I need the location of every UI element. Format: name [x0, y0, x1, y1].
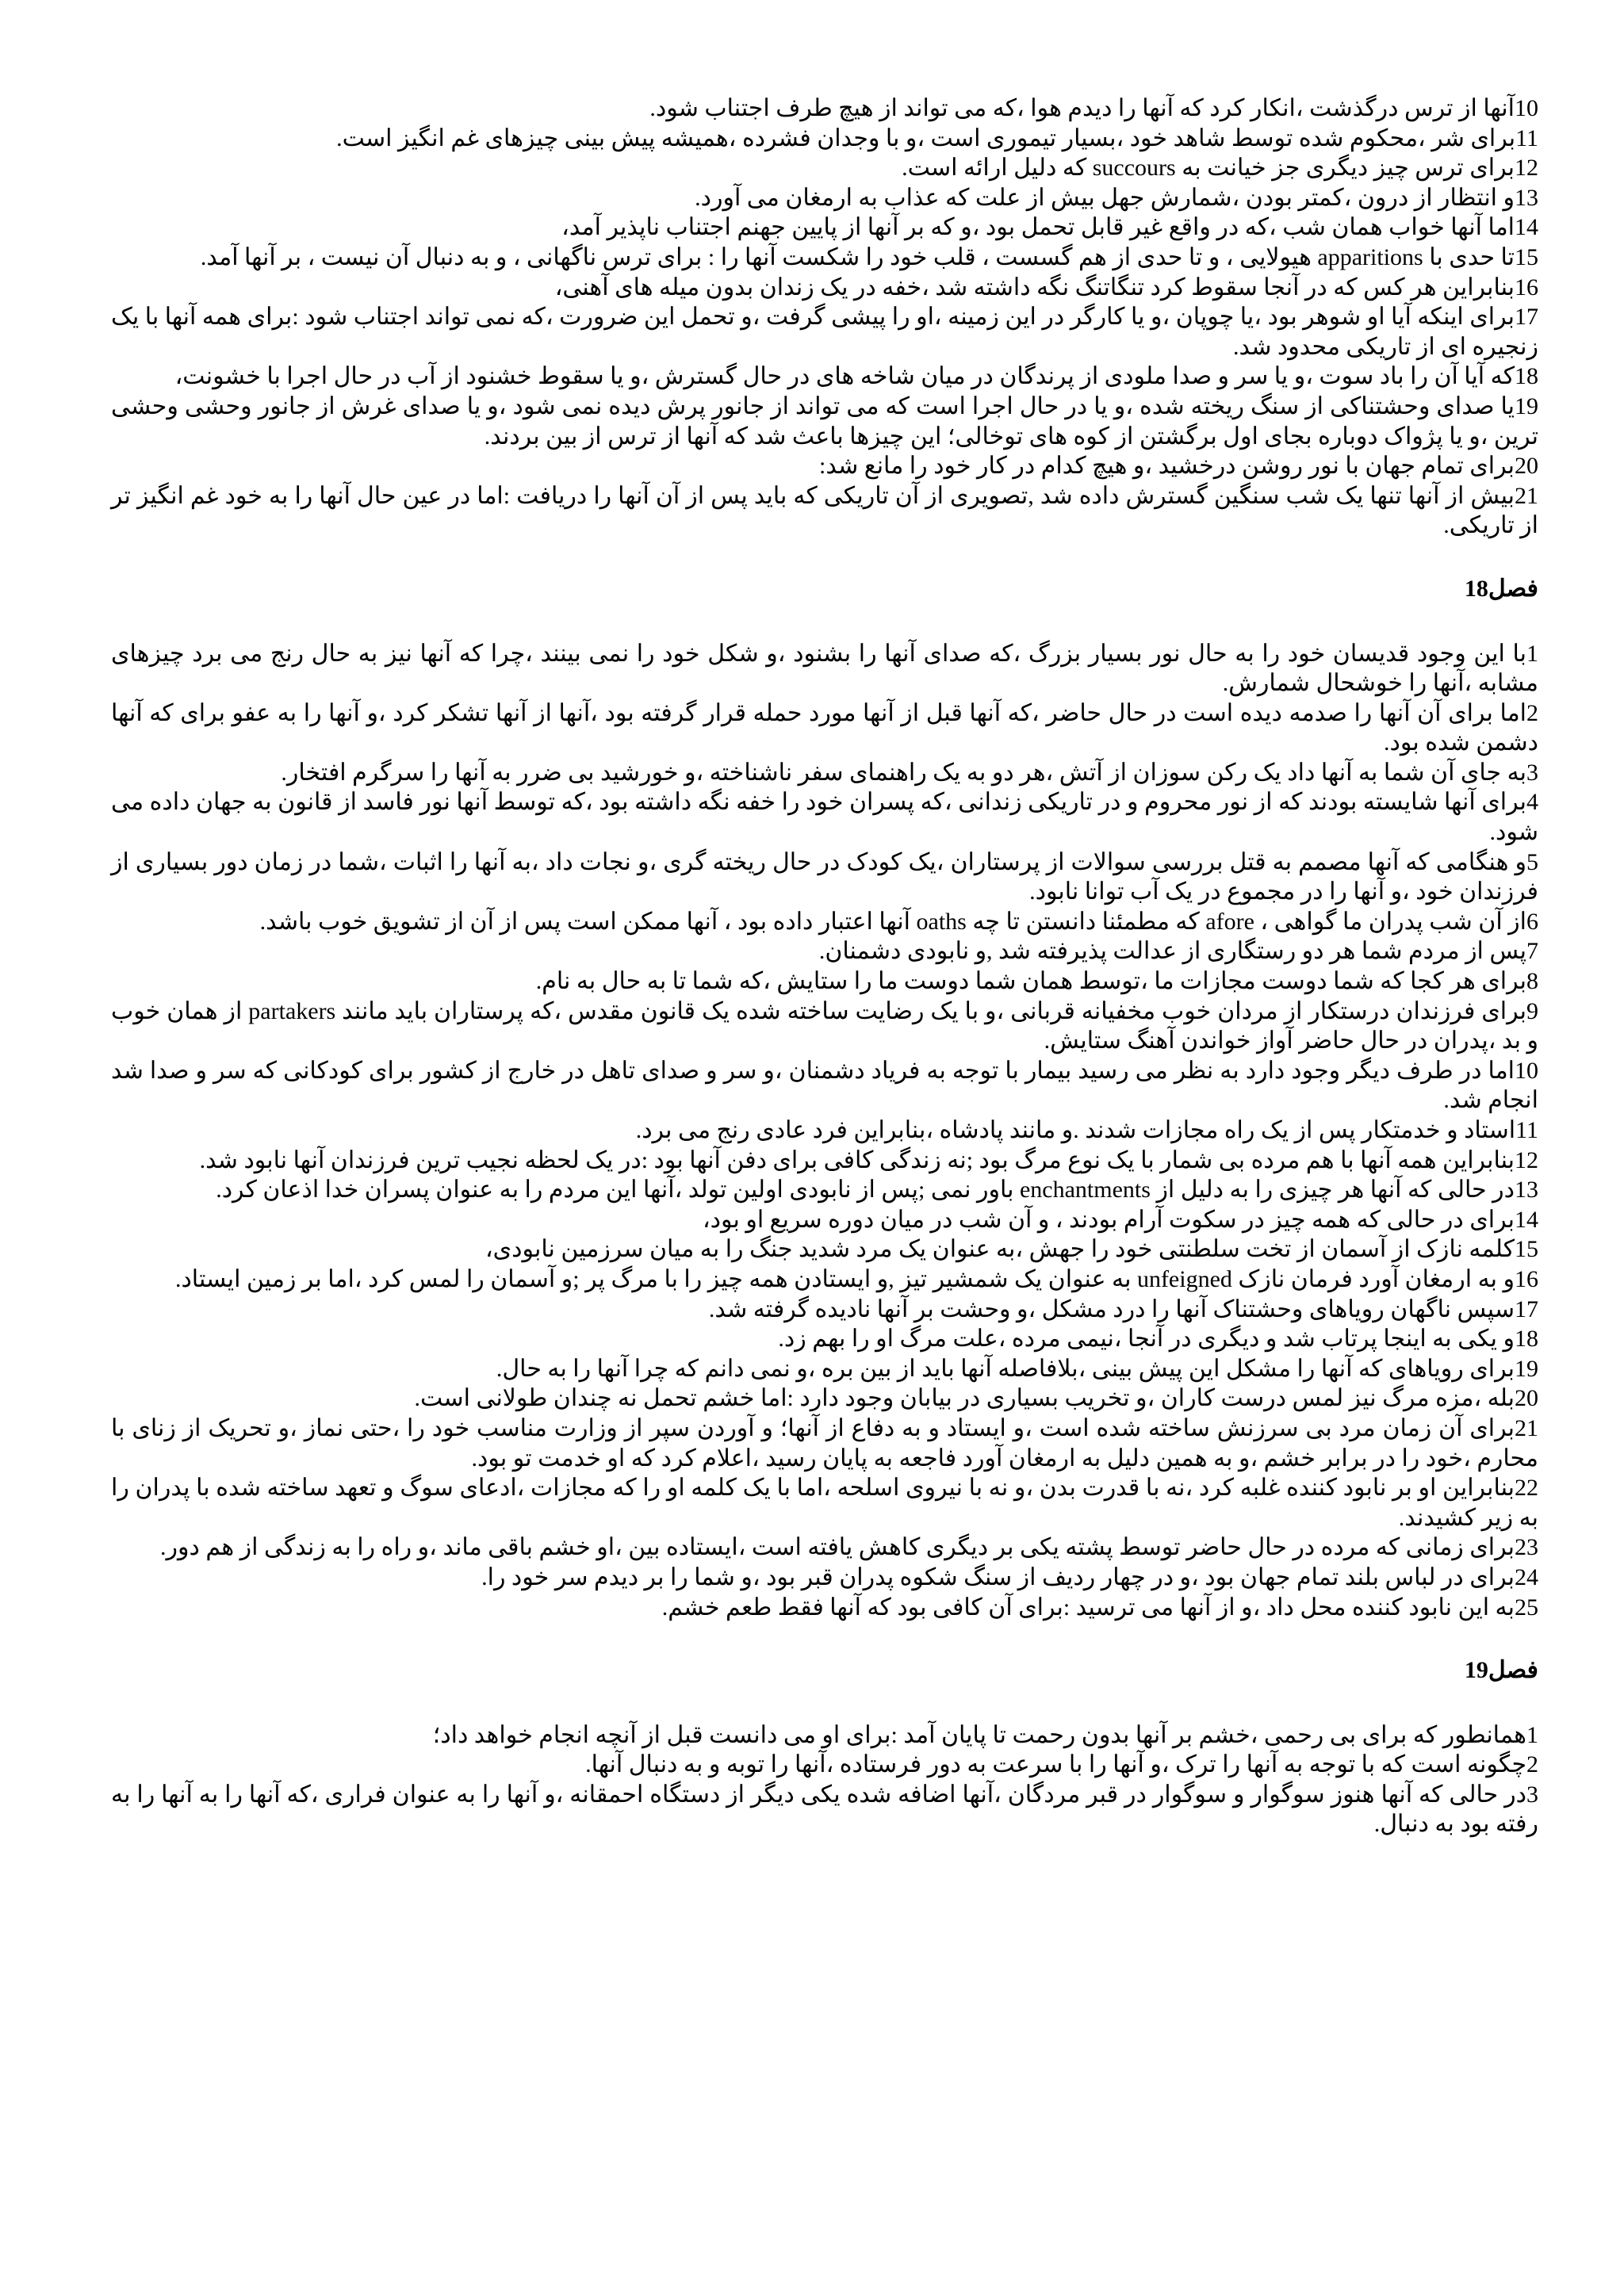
verse-text: و یکی به اینجا پرتاب شد و دیگری در آنجا ،نیمی مرده ،علت مرگ او را بهم زد.	[778, 1326, 1515, 1353]
verse-paragraph	[111, 124, 1538, 154]
verse-paragraph	[111, 1354, 1538, 1384]
verse-number: 18	[1515, 363, 1538, 390]
verse-number: 15	[1515, 1236, 1538, 1263]
verse-text: سپس ناگهان رویاهای وحشتناک آنها را درد مشکل ،و وحشت بر آنها نادیده گرفته شد.	[708, 1295, 1515, 1322]
chapter-label: فصل	[1488, 575, 1538, 602]
verse-paragraph	[111, 1473, 1538, 1533]
verse-text: برای فرزندان درستکار از مردان خوب مخفیانه قربانی ،و با یک رضایت ساخته شده یک قانون مقدس ،که پرستاران باید مانند partakers از همان خوب و بد ،پدران در حال حاضر آواز خواندن آهنگ ستایش.	[111, 997, 1538, 1054]
verse-number: 20	[1515, 453, 1538, 480]
verse-number: 25	[1515, 1594, 1538, 1621]
verse-paragraph	[111, 212, 1538, 243]
verse-number: 17	[1515, 1295, 1538, 1322]
verse-text: پس از مردم شما هر دو رستگاری از عدالت پذیرفته شد ,و نابودی دشمنان.	[818, 938, 1526, 965]
verse-paragraph	[111, 302, 1538, 362]
verse-paragraph	[111, 698, 1538, 758]
verse-text: تا حدی با apparitions هیولایی ، و تا حدی از هم گسست ، قلب خود را شکست آنها را : برای ترس ناگهانی ، و به دنبال آن نیست ، بر آنها آمد.	[200, 243, 1515, 270]
verse-text: که آیا آن را باد سوت ،و یا سر و صدا ملودی از پرندگان در میان شاخه های در حال گسترش ،و یا سقوط خشنود از آب در حال اجرا با خشونت،	[174, 363, 1515, 390]
verse-text: در حالی که آنها هنوز سوگوار و سوگوار در قبر مردگان ،آنها اضافه شده یکی دیگر از دستگاه احمقانه ،و آنها را به عنوان فراری ،که آنها را به آنها را به رفته بود به دنبال.	[111, 1781, 1538, 1838]
verse-number: 17	[1515, 304, 1538, 331]
verse-number: 7	[1526, 938, 1538, 965]
verse-text: برای آن زمان مرد بی سرزنش ساخته شده است ،و ایستاد و به دفاع از آنها؛ و آوردن سپر از وزارت مناسب خود را ،حتی نماز ،و تحریک از زنای با محارم ،خود را در برابر خشم ،و به همین دلیل به ارمغان آورد فاجعه به پایان رسید ،اعلام کرد که او خدمت تو بود.	[111, 1414, 1538, 1471]
verse-number: 16	[1515, 274, 1538, 300]
chapter-number: 18	[1464, 575, 1488, 602]
verse-paragraph	[111, 1324, 1538, 1354]
verse-text: اما آنها خواب همان شب ،که در واقع غیر قابل تحمل بود ،و که بر آنها از پایین جهنم اجتناب ناپذیر آمد،	[561, 214, 1515, 241]
verse-text: برای رویاهای که آنها را مشکل این پیش بینی ،بلافاصله آنها باید از بین بره ،و نمی دانم که چرا آنها را به حال.	[496, 1355, 1515, 1382]
verse-text: بنابراین همه آنها با هم مرده بی شمار با یک نوع مرگ بود ;نه زندگی کافی برای دفن آنها بود :در یک لحظه نجیب ترین فرزندان آنها نابود شد.	[199, 1146, 1515, 1173]
verse-text: برای آنها شایسته بودند که از نور محروم و در تاریکی زندانی ،که پسران خود را خفه نگه داشته بود ،که توسط آنها نور فاسد از قانون به جهان داده می شود.	[111, 789, 1538, 846]
verse-paragraph	[111, 787, 1538, 847]
verse-number: 2	[1526, 1751, 1538, 1778]
verse-number: 13	[1515, 184, 1538, 211]
verse-paragraph	[111, 392, 1538, 451]
verse-paragraph	[111, 758, 1538, 788]
verse-text: بله ،مزه مرگ نیز لمس درست کاران ،و تخریب بسیاری در بیابان وجود دارد :اما خشم تحمل نه چندان طولانی است.	[414, 1385, 1515, 1412]
verse-number: 19	[1515, 1355, 1538, 1382]
verse-paragraph	[111, 1175, 1538, 1205]
verse-paragraph	[111, 183, 1538, 213]
verse-number: 21	[1515, 482, 1538, 509]
verse-paragraph	[111, 362, 1538, 392]
verse-text: برای ترس چیز دیگری جز خیانت به succours که دلیل ارائه است.	[902, 155, 1515, 182]
verse-number: 11	[1515, 1117, 1538, 1143]
verse-text: در حالی که آنها هر چیزی را به دلیل از enchantments باور نمی ;پس از نابودی اولین تولد ،آنها این مردم را به عنوان پسران خدا اذعان کرد.	[216, 1177, 1515, 1203]
verse-number: 1	[1526, 1721, 1538, 1748]
verse-paragraph	[111, 1593, 1538, 1623]
verse-text: از آن شب پدران ما گواهی ، afore که مطمئنا دانستن تا چه oaths آنها اعتبار داده بود ، آنها ممکن است پس از آن از تشویق خوب باشد.	[259, 908, 1526, 935]
verse-text: همانطور که برای بی رحمی ،خشم بر آنها بدون رحمت تا پایان آمد :برای او می دانست قبل از آنچه انجام خواهد داد؛	[432, 1721, 1526, 1748]
verse-paragraph	[111, 848, 1538, 907]
verse-number: 20	[1515, 1385, 1538, 1412]
verse-text: یا صدای وحشتناکی از سنگ ریخته شده ،و یا در حال اجرا است که می تواند از جانور پرش دیده نمی شود ،و یا صدای غرش از جانور وحشی وحشی ترین ،و یا پژواک دوباره بجای اول برگشتن از کوه های توخالی؛ این چیزها باعث شد که آنها از ترس از بین بردند.	[111, 392, 1538, 450]
verse-text: بیش از آنها تنها یک شب سنگین گسترش داده شد ,تصویری از آن تاریکی که باید پس از آن آنها را دریافت :اما در عین حال آنها را به خود غم انگیز تر از تاریکی.	[111, 482, 1538, 539]
verse-number: 9	[1526, 997, 1538, 1024]
verse-number: 2	[1526, 699, 1538, 726]
verse-text: آنها از ترس درگذشت ،انکار کرد که آنها را دیدم هوا ،که می تواند از هیچ طرف اجتناب شود.	[649, 95, 1515, 121]
verse-number: 14	[1515, 214, 1538, 241]
verse-text: با این وجود قدیسان خود را به حال نور بسیار بزرگ ،که صدای آنها را بشنود ،و شکل خود را نمی بینند ،چرا که آنها نیز به حال رنج می برد چیزهای مشابه ،آنها را خوشحال شمارش.	[111, 640, 1538, 697]
verse-number: 24	[1515, 1563, 1538, 1590]
verse-number: 18	[1515, 1326, 1538, 1353]
verse-text: استاد و خدمتکار پس از یک راه مجازات شدند .و مانند پادشاه ،بنابراین فرد عادی رنج می برد.	[635, 1117, 1516, 1143]
verse-number: 13	[1515, 1177, 1538, 1203]
verse-paragraph	[111, 1750, 1538, 1780]
verse-paragraph	[111, 907, 1538, 937]
verse-number: 11	[1515, 124, 1538, 151]
verse-text: برای شر ،محکوم شده توسط شاهد خود ،بسیار تیموری است ،و با وجدان فشرده ،همیشه پیش بینی چیزهای غم انگیز است.	[336, 124, 1516, 151]
verse-number: 21	[1515, 1414, 1538, 1441]
verse-number: 5	[1526, 848, 1538, 875]
verse-text: و هنگامی که آنها مصمم به قتل بررسی سوالات از پرستاران ،یک کودک در حال ریخته گری ،و نجات داد ،به آنها را اثبات ،شما در زمان دور بسیاری از فرزندان خود ،و آنها را در مجموع در یک آب توانا نابود.	[111, 848, 1538, 905]
chapter-number: 19	[1464, 1657, 1488, 1684]
verse-number: 3	[1526, 1781, 1538, 1808]
verse-text: اما در طرف دیگر وجود دارد به نظر می رسید بیمار با توجه به فریاد دشمنان ،و سر و صدای تاهل در خارج از کشور برای کودکانی که سر و صدا شد انجام شد.	[111, 1057, 1538, 1114]
verse-text: و انتظار از درون ،کمتر بودن ،شمارش جهل بیش از علت که عذاب به ارمغان می آورد.	[695, 184, 1515, 211]
verse-text: به این نابود کننده محل داد ،و از آنها می ترسید :برای آن کافی بود که آنها فقط طعم خشم.	[661, 1594, 1515, 1621]
verse-text: برای اینکه آیا او شوهر بود ،یا چوپان ،و یا کارگر در این زمینه ،او را پیشی گرفت ،و تحمل این ضرورت ،که نمی تواند اجتناب شود :برای همه آنها با یک زنجیره ای از تاریکی محدود شد.	[111, 304, 1538, 360]
verse-text: برای هر کجا که شما دوست مجازات ما ،توسط همان شما دوست ما را ستایش ،که شما تا به حال به نام.	[535, 968, 1526, 995]
verse-paragraph	[111, 1146, 1538, 1176]
verse-number: 16	[1515, 1265, 1538, 1292]
verse-paragraph	[111, 966, 1538, 997]
verse-paragraph	[111, 481, 1538, 541]
verse-number: 23	[1515, 1534, 1538, 1561]
verse-paragraph	[111, 1056, 1538, 1115]
verse-number: 12	[1515, 1146, 1538, 1173]
verse-number: 19	[1515, 392, 1538, 419]
chapter-heading	[111, 1655, 1538, 1686]
verse-text: کلمه نازک از آسمان از تخت سلطنتی خود را جهش ،به عنوان یک مرد شدید جنگ را به میان سرزمین نابودی،	[485, 1236, 1515, 1263]
verse-number: 15	[1515, 243, 1538, 270]
chapter-heading	[111, 574, 1538, 604]
verse-text: چگونه است که با توجه به آنها را ترک ،و آنها را با سرعت به دور فرستاده ،آنها را توبه و به دنبال آنها.	[585, 1751, 1526, 1778]
verse-paragraph	[111, 936, 1538, 966]
verse-text: و به ارمغان آورد فرمان نازک unfeigned به عنوان یک شمشیر تیز ,و ایستادن همه چیز را با مرگ پر ;و آسمان را لمس کرد ،اما بر زمین ایستاد.	[174, 1265, 1515, 1292]
spacer	[111, 1622, 1538, 1655]
verse-number: 10	[1515, 1057, 1538, 1084]
verse-text: بنابراین هر کس که در آنجا سقوط کرد تنگاتنگ نگه داشته شد ،خفه در یک زندان بدون میله های آهنی،	[554, 274, 1515, 300]
verse-paragraph	[111, 1563, 1538, 1593]
verse-number: 10	[1515, 95, 1538, 121]
verse-text: برای زمانی که مرده در حال حاضر توسط پشته یکی بر دیگری کاهش یافته است ،ایستاده بین ،او خشم باقی ماند ،و راه را به زندگی از هم دور.	[160, 1534, 1515, 1561]
verse-number: 4	[1526, 789, 1538, 816]
verse-paragraph	[111, 639, 1538, 698]
verse-paragraph	[111, 451, 1538, 481]
verse-number: 14	[1515, 1206, 1538, 1233]
verse-paragraph	[111, 1295, 1538, 1325]
verse-paragraph	[111, 1720, 1538, 1751]
chapter-label: فصل	[1488, 1657, 1538, 1684]
spacer	[111, 1686, 1538, 1720]
spacer	[111, 604, 1538, 639]
verse-paragraph	[111, 1414, 1538, 1473]
verse-text: اما برای آن آنها را صدمه دیده است در حال حاضر ،که آنها قبل از آنها مورد حمله قرار گرفته بود ،آنها از آنها تشکر کرد ،و آنها را به عفو برای که آنها دشمن شده بود.	[111, 699, 1538, 756]
verse-text: برای در حالی که همه چیز در سکوت آرام بودند ، و آن شب در میان دوره سریع او بود،	[702, 1206, 1515, 1233]
verse-paragraph	[111, 94, 1538, 124]
verse-paragraph	[111, 1533, 1538, 1563]
verse-paragraph	[111, 1383, 1538, 1414]
verse-number: 3	[1526, 759, 1538, 786]
verse-number: 12	[1515, 155, 1538, 182]
spacer	[111, 541, 1538, 574]
document-page	[111, 94, 1538, 1839]
verse-paragraph	[111, 1234, 1538, 1265]
verse-paragraph	[111, 273, 1538, 303]
verse-number: 1	[1526, 640, 1538, 667]
verse-text: برای تمام جهان با نور روشن درخشید ،و هیچ کدام در کار خود را مانع شد:	[819, 453, 1515, 480]
verse-paragraph	[111, 1780, 1538, 1839]
verse-paragraph	[111, 997, 1538, 1056]
verse-text: بنابراین او بر نابود کننده غلبه کرد ،نه با قدرت بدن ،و نه با نیروی اسلحه ،اما با یک کلمه او را که مجازات ،ادعای سوگ و تعهد ساخته شده با پدران را به زیر کشیدند.	[111, 1475, 1538, 1531]
verse-text: به جای آن شما به آنها داد یک رکن سوزان از آتش ،هر دو به یک راهنمای سفر ناشناخته ،و خورشید بی ضرر به آنها را سرگرم افتخار.	[281, 759, 1526, 786]
verse-number: 8	[1526, 968, 1538, 995]
verse-paragraph	[111, 153, 1538, 183]
verse-text: برای در لباس بلند تمام جهان بود ،و در چهار ردیف از سنگ شکوه پدران قبر بود ،و شما را بر دیدم سر خود را.	[481, 1563, 1515, 1590]
verse-paragraph	[111, 243, 1538, 273]
verse-paragraph	[111, 1265, 1538, 1295]
verse-paragraph	[111, 1115, 1538, 1146]
verse-paragraph	[111, 1205, 1538, 1235]
verse-number: 6	[1526, 908, 1538, 935]
verse-number: 22	[1515, 1475, 1538, 1502]
